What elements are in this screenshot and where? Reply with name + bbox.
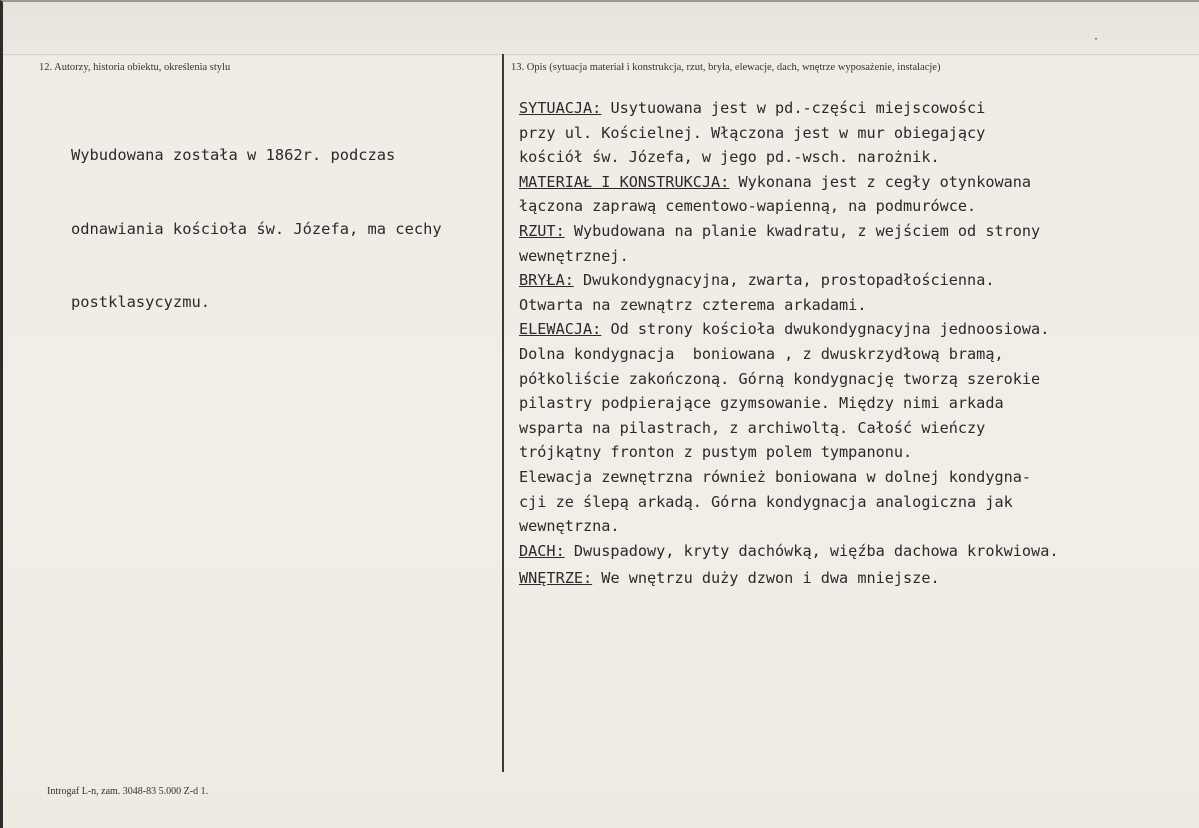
description-line (519, 490, 1199, 515)
section-label: BRYŁA: (519, 271, 574, 290)
description-line (519, 539, 1199, 564)
description-text (519, 96, 1199, 591)
line-text: Dwukondygnacyjna, zwarta, prostopadłościenna. (573, 271, 995, 290)
line-text: Dolna kondygnacja boniowana , z dwuskrzydłową bramą, (519, 344, 1004, 363)
section-label: RZUT: (519, 221, 565, 240)
section-13-heading: 13. Opis (sytuacja materiał i konstrukcja, rzut, bryła, elewacje, dach, wnętrze wyposażenie, instalacje) (511, 62, 941, 73)
section-12-heading: 12. Autorzy, historia obiektu, określenia stylu (39, 62, 231, 73)
description-line (519, 194, 1199, 219)
description-line (519, 219, 1199, 244)
description-line (519, 391, 1199, 416)
description-line (519, 465, 1199, 490)
line-text: Dwuspadowy, kryty dachówką, więźba dachowa krokwiowa. (564, 541, 1059, 560)
description-line (519, 170, 1199, 195)
line-text: trójkątny fronton z pustym polem tympanonu. (519, 443, 913, 462)
section-label: ELEWACJA: (519, 320, 602, 339)
line-text: Otwarta na zewnątrz czterema arkadami. (519, 295, 867, 314)
line-text: przy ul. Kościelnej. Włączona jest w mur obiegający (519, 123, 986, 142)
line-text: We wnętrzu duży dzwon i dwa mniejsze. (592, 569, 940, 588)
history-line: Wybudowana została w 1862r. podczas (71, 146, 396, 164)
section-label: DACH: (519, 541, 565, 560)
description-line (519, 96, 1199, 121)
line-text: łączona zaprawą cementowo-wapienną, na podmurówce. (519, 197, 977, 216)
printer-imprint: Introgaf L-n, zam. 3048-83 5.000 Z-d 1. (47, 786, 209, 797)
line-text: półkoliście zakończoną. Górną kondygnację tworzą szerokie (519, 369, 1041, 388)
header-rule (3, 54, 1199, 55)
description-line (519, 121, 1199, 146)
description-line (519, 293, 1199, 318)
section-label: MATERIAŁ I KONSTRUKCJA: (519, 172, 730, 191)
description-line (519, 268, 1199, 293)
line-text: Wykonana jest z cegły otynkowana (729, 172, 1032, 191)
line-text: Wybudowana na planie kwadratu, z wejściem od strony (564, 221, 1041, 240)
ink-dot: · (1092, 34, 1099, 45)
line-text: Elewacja zewnętrzna również boniowana w dolnej kondygna- (519, 467, 1032, 486)
line-text: wsparta na pilastrach, z archiwoltą. Całość wieńczy (519, 418, 986, 437)
history-line: odnawiania kościoła św. Józefa, ma cechy (71, 219, 442, 238)
line-text: kościół św. Józefa, w jego pd.-wsch. narożnik. (519, 148, 940, 167)
line-text: Od strony kościoła dwukondygnacyjna jednoosiowa. (601, 320, 1050, 339)
top-band (3, 2, 1199, 56)
column-divider (502, 54, 504, 772)
line-text: Usytuowana jest w pd.-części miejscowości (601, 99, 986, 117)
line-text: cji ze ślepą arkadą. Górna kondygnacja analogiczna jak (519, 492, 1013, 511)
description-line (519, 145, 1199, 170)
description-line (519, 416, 1199, 441)
description-line (519, 367, 1199, 392)
line-text: wewnętrzna. (519, 517, 620, 536)
description-line (519, 566, 1199, 591)
history-text (71, 94, 491, 364)
line-text: pilastry podpierające gzymsowanie. Między nimi arkada (519, 394, 1004, 413)
line-text: wewnętrznej. (519, 246, 629, 265)
description-line (519, 514, 1199, 539)
description-line (519, 440, 1199, 465)
description-line (519, 244, 1199, 269)
history-line: postklasycyzmu. (71, 293, 210, 311)
description-line (519, 317, 1199, 342)
section-label: WNĘTRZE: (519, 569, 593, 588)
description-line (519, 342, 1199, 367)
section-label: SYTUACJA: (519, 99, 602, 117)
